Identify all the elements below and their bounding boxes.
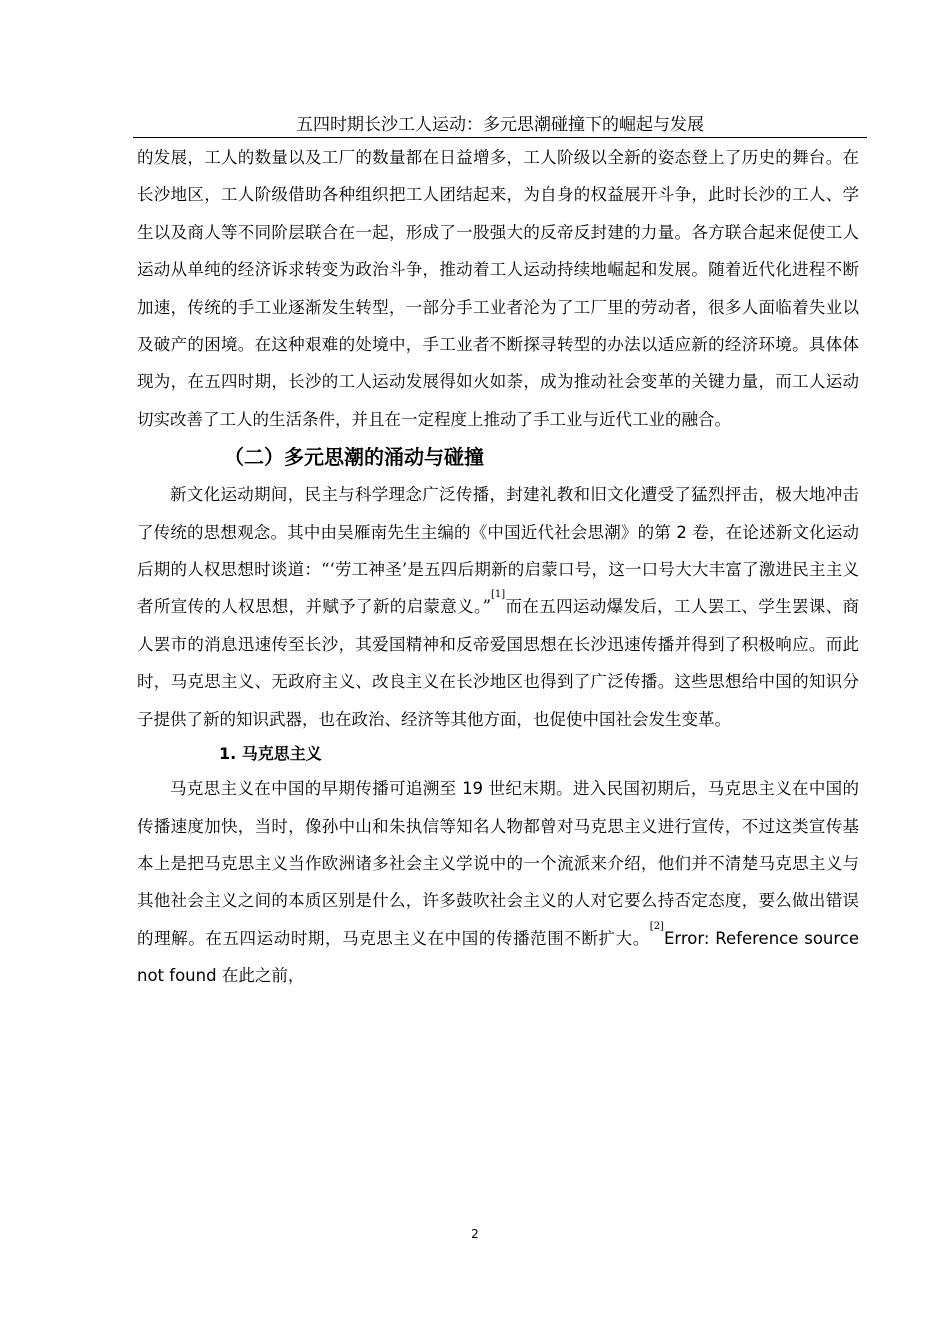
page-number: 2 bbox=[471, 1227, 479, 1241]
paragraph-marxism bbox=[137, 770, 859, 994]
citation-ref[interactable]: [2] bbox=[649, 920, 664, 932]
reference-error-text: Error: Reference source not found bbox=[137, 928, 860, 986]
paragraph-text: 卷，在论述新文化运动后期的人权思想时谈道：“‘劳工神圣’是五四后期新的启蒙口号，这一口号大大丰富了激进民主主义者所宣传的人权思想，并赋予了新的启蒙意义。” bbox=[137, 522, 860, 617]
century-number: 19 bbox=[462, 779, 484, 799]
document-body bbox=[137, 139, 859, 995]
paragraph-workers-movement: 的发展，工人的数量以及工厂的数量都在日益增多，工人阶级以全新的姿态登上了历史的舞台。在长沙地区，工人阶级借助各种组织把工人团结起来，为自身的权益展开斗争，此时长沙的工人、学生以及商人等不同阶层联合在一起，形成了一股强大的反帝反封建的力量。各方联合起来促使工人运动从单纯的经济诉求转变为政治斗争，推动着工人运动持续地崛起和发展。随着近代化进程不断加速，传统的手工业逐渐发生转型，一部分手工业者沦为了工厂里的劳动者，很多人面临着失业以及破产的困境。在这种艰难的处境中，手工业者不断探寻转型的办法以适应新的经济环境。具体体现为，在五四时期，长沙的工人运动发展得如火如荼，成为推动社会变革的关键力量，而工人运动切实改善了工人的生活条件，并且在一定程度上推动了手工业与近代工业的融合。 bbox=[137, 148, 859, 429]
subsection-heading: 1. 马克思主义 bbox=[219, 744, 322, 764]
citation-ref[interactable]: [1] bbox=[491, 589, 506, 601]
paragraph-text: 而在五四运动爆发后，工人罢工、学生罢课、商人罢市的消息迅速传至长沙，其爱国精神和反帝爱国思想在长沙迅速传播并得到了积极响应。而此时，马克思主义、无政府主义、改良主义在长沙地区也得到了广泛传播。这些思想给中国的知识分子提供了新的知识武器，也在政治、经济等其他方面，也促使中国社会发生变革。 bbox=[137, 597, 860, 729]
paragraph-text: 世纪末期。进入民国初期后，马克思主义在中国的传播速度加快，当时，像孙中山和朱执信等知名人物都曾对马克思主义进行宣传，不过这类宣传基本上是把马克思主义当作欧洲诸多社会主义学说中的一个流派来介绍，他们并不清楚马克思主义与其他社会主义之间的本质区别是什么，许多鼓吹社会主义的人对它要么持否定态度，要么做出错误的理解。在五四运动时期，马克思主义在中国的传播范围不断扩大。 bbox=[137, 779, 860, 948]
header-rule bbox=[133, 137, 867, 138]
running-header: 五四时期长沙工人运动：多元思潮碰撞下的崛起与发展 bbox=[296, 115, 704, 135]
section-heading: （二）多元思潮的涌动与碰撞 bbox=[224, 445, 484, 470]
volume-number: 2 bbox=[676, 522, 687, 542]
paragraph-text: 新文化运动期间，民主与科学理念广泛传播，封建礼教和旧文化遭受了猛烈抨击，极大地冲击了传统的思想观念。其中由吴雁南先生主编的《中国近代社会思潮》的第 bbox=[137, 485, 859, 542]
paragraph-text: 在此之前， bbox=[221, 966, 305, 986]
paragraph-new-culture bbox=[137, 476, 859, 738]
paragraph-text: 马克思主义在中国的早期传播可追溯至 bbox=[170, 779, 457, 799]
